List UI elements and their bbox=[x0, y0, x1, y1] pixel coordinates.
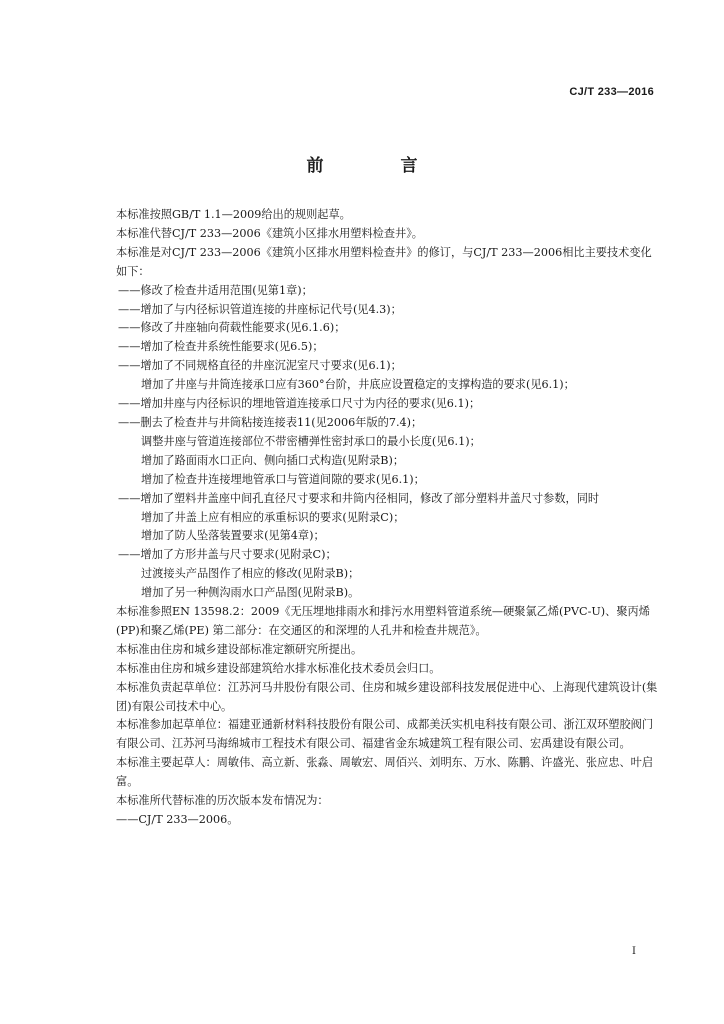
page-title: 前 言 bbox=[306, 156, 448, 176]
change-item: ——修改了检查井适用范围(见第1章)； bbox=[118, 283, 313, 297]
change-item: 调整井座与管道连接部位不带密槽弹性密封承口的最小长度(见6.1)； bbox=[141, 434, 481, 448]
change-item: 增加了井盖上应有相应的承重标识的要求(见附录C)； bbox=[141, 510, 405, 524]
change-item: ——增加了塑料井盖座中间孔直径尺寸要求和井筒内径相同，修改了部分塑料井盖尺寸参数，同时 bbox=[118, 491, 600, 505]
paragraph: 本标准所代替标准的历次版本发布情况为： bbox=[116, 794, 329, 808]
paragraph: 本标准参加起草单位：福建亚通新材料科技股份有限公司、成都美沃实机电科技有限公司、浙江双环塑胶阀门有限公司、江苏河马海绵城市工程技术有限公司、福建省金东城建筑工程有限公司、宏禹建设有限公司。 bbox=[116, 718, 654, 751]
change-item: ——增加了方形井盖与尺寸要求(见附录C)； bbox=[118, 548, 337, 562]
page-number: I bbox=[632, 946, 636, 957]
paragraph: 本标准负责起草单位：江苏河马井股份有限公司、住房和城乡建设部科技发展促进中心、上海现代建筑设计(集团)有限公司技术中心。 bbox=[116, 680, 658, 713]
paragraph: 本标准是对CJ/T 233—2006《建筑小区排水用塑料检查井》的修订，与CJ/T 233—2006相比主要技术变化如下： bbox=[116, 245, 652, 278]
change-item: ——修改了井座轴向荷载性能要求(见6.1.6)； bbox=[118, 321, 346, 335]
paragraph: 本标准主要起草人：周敏伟、高立新、张淼、周敏宏、周佰兴、刘明东、万水、陈鹏、许盛光、张应忠、叶启富。 bbox=[116, 756, 654, 789]
paragraph: ——CJ/T 233—2006。 bbox=[116, 813, 239, 826]
change-item: 增加了另一种侧沟雨水口产品图(见附录B)。 bbox=[141, 586, 360, 600]
change-item: 过渡接头产品图作了相应的修改(见附录B)； bbox=[141, 567, 360, 581]
change-item: 增加了防人坠落装置要求(见第4章)； bbox=[141, 529, 325, 543]
change-item: 增加了路面雨水口正向、侧向插口式构造(见附录B)； bbox=[141, 453, 405, 467]
change-item: ——增加了不同规格直径的井座沉泥室尺寸要求(见6.1)； bbox=[118, 359, 402, 373]
paragraph: 本标准按照GB/T 1.1—2009给出的规则起草。 bbox=[116, 208, 351, 221]
paragraph: 本标准代替CJ/T 233—2006《建筑小区排水用塑料检查井》。 bbox=[116, 226, 423, 240]
paragraph: 本标准参照EN 13598.2：2009《无压埋地排雨水和排污水用塑料管道系统—硬聚氯乙烯(PVC-U)、聚丙烯(PP)和聚乙烯(PE) 第二部分：在交通区的和深埋的人孔井和检查井规范》。 bbox=[116, 605, 650, 637]
change-item: ——增加了与内径标识管道连接的井座标记代号(见4.3)； bbox=[118, 302, 402, 316]
paragraph: 本标准由住房和城乡建设部标准定额研究所提出。 bbox=[116, 642, 363, 656]
change-item: ——增加了检查井系统性能要求(见6.5)； bbox=[118, 340, 324, 354]
change-item: ——删去了检查井与井筒粘接连接表11(见2006年版的7.4)； bbox=[118, 415, 423, 429]
change-item: 增加了检查井连接埋地管承口与管道间隙的要求(见6.1)； bbox=[141, 472, 425, 486]
paragraph: 本标准由住房和城乡建设部建筑给水排水标准化技术委员会归口。 bbox=[116, 661, 441, 675]
foreword-body bbox=[116, 206, 658, 830]
change-item: ——增加井座与内径标识的埋地管道连接承口尺寸为内径的要求(见6.1)； bbox=[118, 397, 481, 411]
standard-code: CJ/T 233—2016 bbox=[569, 86, 654, 98]
change-item: 增加了井座与井筒连接承口应有360°台阶，井底应设置稳定的支撑构造的要求(见6.1)； bbox=[141, 378, 575, 392]
